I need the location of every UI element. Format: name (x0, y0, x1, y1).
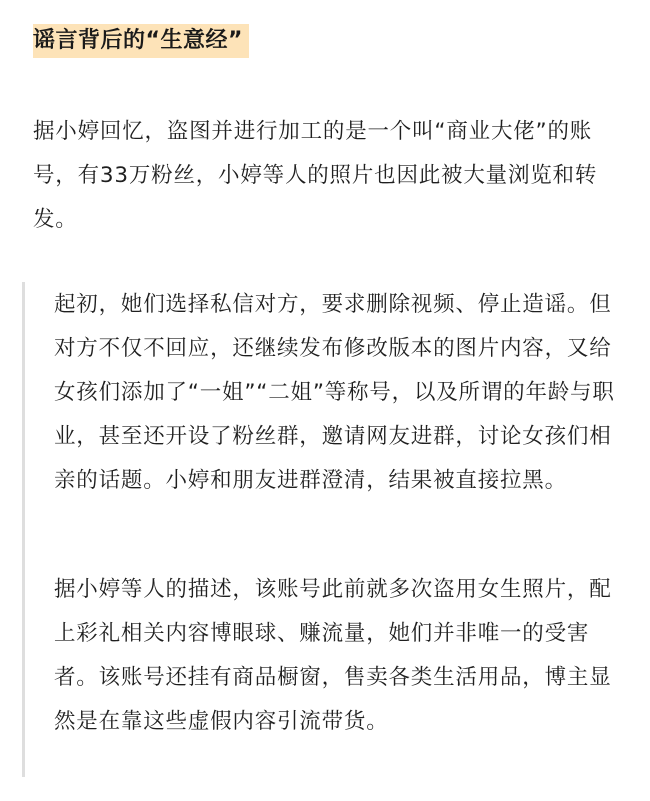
quote-paragraph-2: 据小婷等人的描述，该账号此前就多次盗用女生照片，配上彩礼相关内容博眼球、赚流量，她们并非唯一的受害者。该账号还挂有商品橱窗，售卖各类生活用品，博主显然是在靠这些虚假内容引流带货。 (54, 577, 612, 734)
section-title: 谣言背后的“生意经” (33, 24, 249, 58)
blockquote-bar (22, 282, 25, 777)
quote-paragraph-1: 起初，她们选择私信对方，要求删除视频、停止造谣。但对方不仅不回应，还继续发布修改版本的图片内容，又给女孩们添加了“一姐”“二姐”等称号，以及所谓的年龄与职业，甚至还开设了粉丝群，邀请网友进群，讨论女孩们相亲的话题。小婷和朋友进群澄清，结果被直接拉黑。 (54, 292, 615, 493)
intro-paragraph: 据小婷回忆，盗图并进行加工的是一个叫“商业大佬”的账号，有33万粉丝，小婷等人的照片也因此被大量浏览和转发。 (33, 119, 598, 232)
